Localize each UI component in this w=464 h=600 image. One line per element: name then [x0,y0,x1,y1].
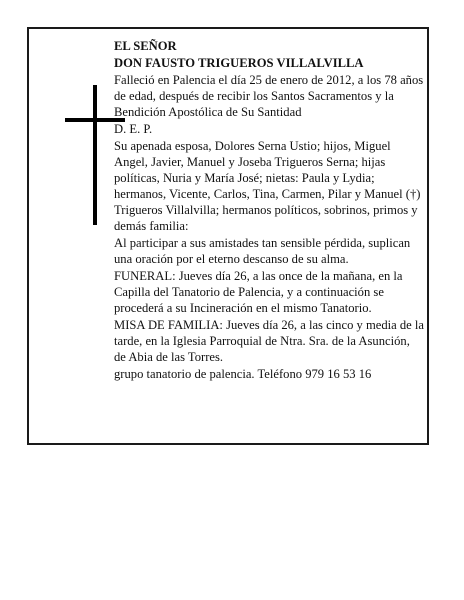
family-mass-paragraph: MISA DE FAMILIA: Jueves día 26, a las cinco y media de la tarde, en la Iglesia Parroquial de Ntra. Sra. de la Asunción, de Abia de las Torres. [114,318,424,364]
cross-vertical-bar [93,85,97,225]
title-line-1: EL SEÑOR [114,39,177,53]
contact-line: grupo tanatorio de palencia. Teléfono 979 16 53 16 [114,367,372,381]
deceased-name: DON FAUSTO TRIGUEROS VILLALVILLA [114,56,364,70]
obituary-text [114,38,424,383]
request-paragraph: Al participar a sus amistades tan sensible pérdida, suplican una oración por el eterno descanso de su alma. [114,236,411,266]
funeral-paragraph: FUNERAL: Jueves día 26, a las once de la mañana, en la Capilla del Tanatorio de Palencia, y a continuación se procederá a su Incineración en el mismo Tanatorio. [114,269,403,315]
dep-abbreviation: D. E. P. [114,122,153,136]
death-paragraph: Falleció en Palencia el día 25 de enero de 2012, a los 78 años de edad, después de recibir los Santos Sacramentos y la Bendición Apostólica de Su Santidad [114,73,424,119]
family-paragraph: Su apenada esposa, Dolores Serna Ustio; hijos, Miguel Angel, Javier, Manuel y Joseba Trigueros Serna; hijas políticas, Nuria y María José; nietas: Paula y Lydia; hermanos, Vicente, Carlos, Tina, Carmen, Pilar y Manuel (†) Trigueros Villalvilla; hermanos políticos, sobrinos, primos y demás familia: [114,139,421,233]
